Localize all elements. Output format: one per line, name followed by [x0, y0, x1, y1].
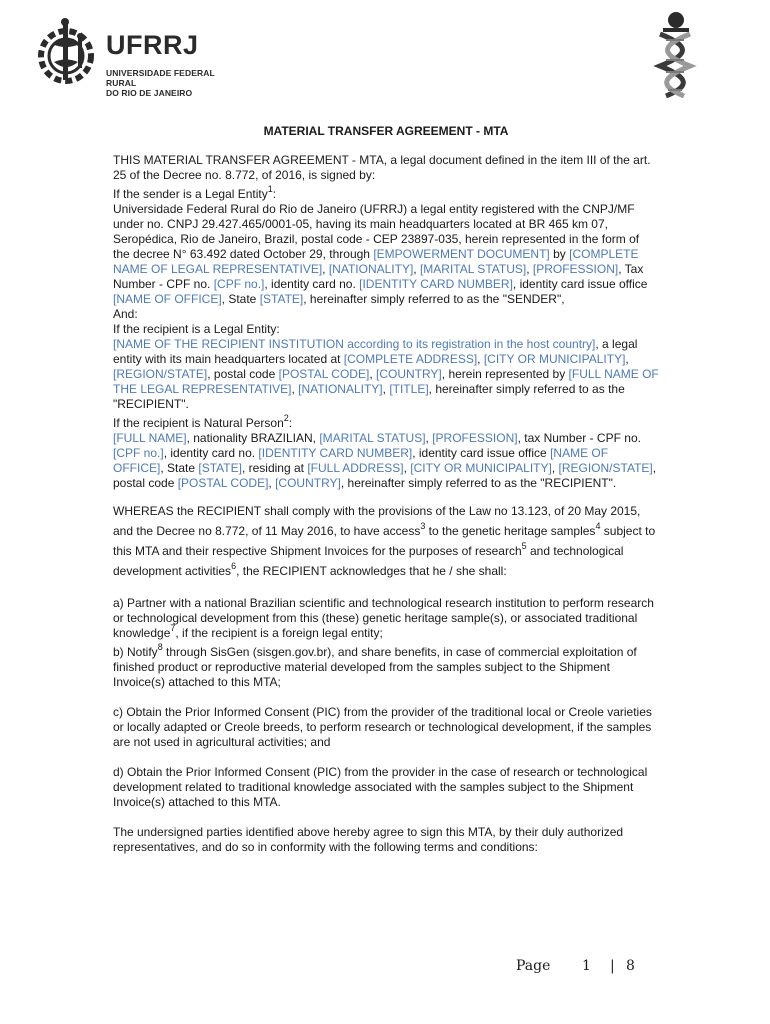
recipient-text: , [477, 352, 484, 366]
whereas-text: , the RECIPIENT acknowledges that he / she shall: [236, 564, 507, 578]
recipient-text: , [425, 431, 433, 445]
whereas-text: to the genetic heritage samples [425, 524, 596, 538]
item-c: c) Obtain the Prior Informed Consent (PIC) from the provider of the traditional local or Creole varieties or locally adapted or Creole breeds, to perform research or technological development, if the samples are not used in agricultural activities; and [113, 705, 652, 749]
sender-text: , identity card issue office [512, 277, 648, 291]
placeholder-field: [STATE] [198, 461, 242, 475]
recipient-text: , postal code [113, 461, 657, 490]
item-a-text: a) Partner with a national Brazilian scientific and technological research institution to perform research or technological development from this (these) genetic heritage sample(s), or associated traditional knowledge [113, 596, 654, 640]
recipient-text: , [551, 461, 559, 475]
recipient-text: , residing at [241, 461, 308, 475]
recipient-text: , [403, 461, 411, 475]
recipient-legal-heading: If the recipient is a Legal Entity: [113, 322, 280, 336]
placeholder-field: [PROFESSION] [432, 431, 518, 445]
placeholder-field: [IDENTITY CARD NUMBER] [258, 446, 413, 460]
placeholder-field: [NAME OF THE RECIPIENT INSTITUTION according to its registration in the host country] [113, 337, 596, 351]
item-b-text: b) Notify [113, 645, 158, 659]
placeholder-field: [POSTAL CODE] [177, 476, 269, 490]
item-b [113, 642, 659, 690]
recipient-text: , [291, 382, 299, 396]
logo-subtitle-line-2: DO RIO DE JANEIRO [106, 88, 193, 98]
recipient-text: , hereinafter simply referred to as the "RECIPIENT". [340, 476, 617, 490]
logo-title: UFRRJ [106, 30, 199, 60]
placeholder-field: [EMPOWERMENT DOCUMENT] [373, 247, 550, 261]
footnote-ref-8: 8 [157, 642, 163, 652]
recipient-text: , a legal entity with its main headquarters located at [113, 337, 638, 366]
recipient-natural-heading-text: If the recipient is Natural Person [113, 416, 284, 430]
whereas-text: subject to this MTA and their respective Shipment Invoices for the purposes of research [113, 524, 656, 558]
item-d: d) Obtain the Prior Informed Consent (PIC) from the provider in the case of research or technological development related to traditional knowledge associated with the samples subject to the Shipment Invoice(s) attached to this MTA. [113, 765, 648, 809]
document-title: MATERIAL TRANSFER AGREEMENT - MTA [263, 124, 509, 138]
recipient-text: , identity card issue office [412, 446, 551, 460]
closing-paragraph: The undersigned parties identified above hereby agree to sign this MTA, by their duly authorized representatives, and do so in conformity with the following terms and conditions: [113, 825, 624, 854]
page-label: Page [516, 958, 551, 974]
placeholder-field: [CITY OR MUNICIPALITY] [410, 461, 552, 475]
sender-text: , [526, 262, 533, 276]
placeholder-field: [REGION/STATE] [113, 367, 208, 381]
placeholder-field: [MARITAL STATUS] [319, 431, 426, 445]
placeholder-field: [NAME OF OFFICE] [113, 446, 609, 475]
placeholder-field: [NAME OF OFFICE] [113, 292, 222, 306]
placeholder-field: [REGION/STATE] [558, 461, 653, 475]
sender-text: , identity card no. [264, 277, 360, 291]
placeholder-field: [COMPLETE NAME OF LEGAL REPRESENTATIVE] [113, 247, 639, 276]
placeholder-field: [NATIONALITY] [328, 262, 414, 276]
sender-text: , hereinafter simply referred to as the "SENDER", [303, 292, 565, 306]
sender-heading [113, 184, 659, 202]
logo-subtitle-line-1: UNIVERSIDADE FEDERAL RURAL [106, 68, 215, 88]
whereas-text: and technological development activities [113, 544, 624, 578]
placeholder-field: [CITY OR MUNICIPALITY] [483, 352, 626, 366]
placeholder-field: [CPF no.] [113, 446, 164, 460]
recipient-natural-paragraph [113, 431, 659, 491]
recipient-legal-paragraph [113, 337, 659, 412]
footnote-ref-1: 1 [267, 184, 273, 194]
placeholder-field: [CPF no.] [213, 277, 265, 291]
colon: : [272, 187, 277, 201]
item-a [113, 596, 659, 641]
footnote-ref-6: 6 [231, 561, 237, 571]
placeholder-field: [IDENTITY CARD NUMBER] [359, 277, 513, 291]
footnote-ref-4: 4 [595, 521, 601, 531]
placeholder-field: [FULL NAME OF THE LEGAL REPRESENTATIVE] [113, 367, 659, 396]
recipient-natural-heading [113, 413, 659, 431]
agreement-body [113, 124, 659, 855]
recipient-text: , [369, 367, 376, 381]
whereas-paragraph [113, 501, 659, 581]
sender-text: , [322, 262, 329, 276]
page-number: 1 [582, 958, 591, 974]
total-pages: 8 [626, 958, 635, 974]
placeholder-field: [COUNTRY] [375, 367, 442, 381]
page-separator: | [610, 958, 615, 974]
placeholder-field: [STATE] [259, 292, 304, 306]
sender-paragraph [113, 202, 659, 307]
placeholder-field: [POSTAL CODE] [278, 367, 370, 381]
item-a-text: , if the recipient is a foreign legal entity; [175, 626, 383, 640]
placeholder-field: [PROFESSION] [532, 262, 619, 276]
footnote-ref-3: 3 [420, 521, 426, 531]
recipient-text: , postal code [207, 367, 279, 381]
footnote-ref-7: 7 [170, 623, 176, 633]
sender-text: Universidade Federal Rural do Rio de Janeiro (UFRRJ) a legal entity registered with the CNPJ/MF under no. CNPJ 29.427.465/0001-05, having its main headquarters located at BR 465 km 07, Seropédica, Rio de Janeiro, Brazil, postal code - CEP 23897-035, herein represented in the form of the decree N° 63.492 dated October 29, through [113, 202, 640, 261]
gear-emblem-icon [32, 16, 102, 92]
recipient-text: , [382, 382, 390, 396]
recipient-text: , identity card no. [163, 446, 259, 460]
recipient-text: , tax Number - CPF no. [517, 431, 641, 445]
sender-heading-text: If the sender is a Legal Entity [113, 187, 268, 201]
placeholder-field: [NATIONALITY] [298, 382, 383, 396]
recipient-text: , hereinafter simply referred to as the "RECIPIENT". [113, 382, 625, 411]
recipient-text: , [268, 476, 276, 490]
logo-subtitle [106, 68, 242, 98]
footnote-ref-5: 5 [521, 541, 527, 551]
recipient-text: , [625, 352, 629, 366]
whereas-text: WHEREAS the RECIPIENT shall comply with the provisions of the Law no 13.123, of 20 May 2015, and the Decree no 8.772, of 11 May 2016, to have access [113, 504, 641, 538]
dna-helix-logo-icon [652, 10, 698, 98]
footnote-ref-2: 2 [283, 413, 289, 423]
colon: : [288, 416, 293, 430]
sender-text: , Tax Number - CPF no. [113, 262, 644, 291]
recipient-text: , State [160, 461, 199, 475]
sender-text: , State [221, 292, 260, 306]
placeholder-field: [COMPLETE ADDRESS] [343, 352, 478, 366]
page-footer [516, 958, 676, 982]
placeholder-field: [FULL NAME] [113, 431, 187, 445]
and-line: And: [113, 307, 138, 321]
placeholder-field: [TITLE] [389, 382, 429, 396]
sender-text: by [549, 247, 570, 261]
intro-paragraph: THIS MATERIAL TRANSFER AGREEMENT - MTA, a legal document defined in the item III of the art. 25 of the Decree no. 8.772, of 2016, is signed by: [113, 153, 651, 182]
recipient-text: , herein represented by [441, 367, 569, 381]
placeholder-field: [FULL ADDRESS] [307, 461, 404, 475]
placeholder-field: [COUNTRY] [275, 476, 341, 490]
item-b-text: through SisGen (sisgen.gov.br), and share benefits, in case of commercial exploitation of finished product or reproductive material developed from the samples subject to the Shipment Invoice(s) attached to this MTA; [113, 645, 637, 689]
ufrrj-logo [32, 16, 242, 96]
sender-text: , [413, 262, 420, 276]
recipient-text: , nationality BRAZILIAN, [186, 431, 320, 445]
placeholder-field: [MARITAL STATUS] [419, 262, 527, 276]
